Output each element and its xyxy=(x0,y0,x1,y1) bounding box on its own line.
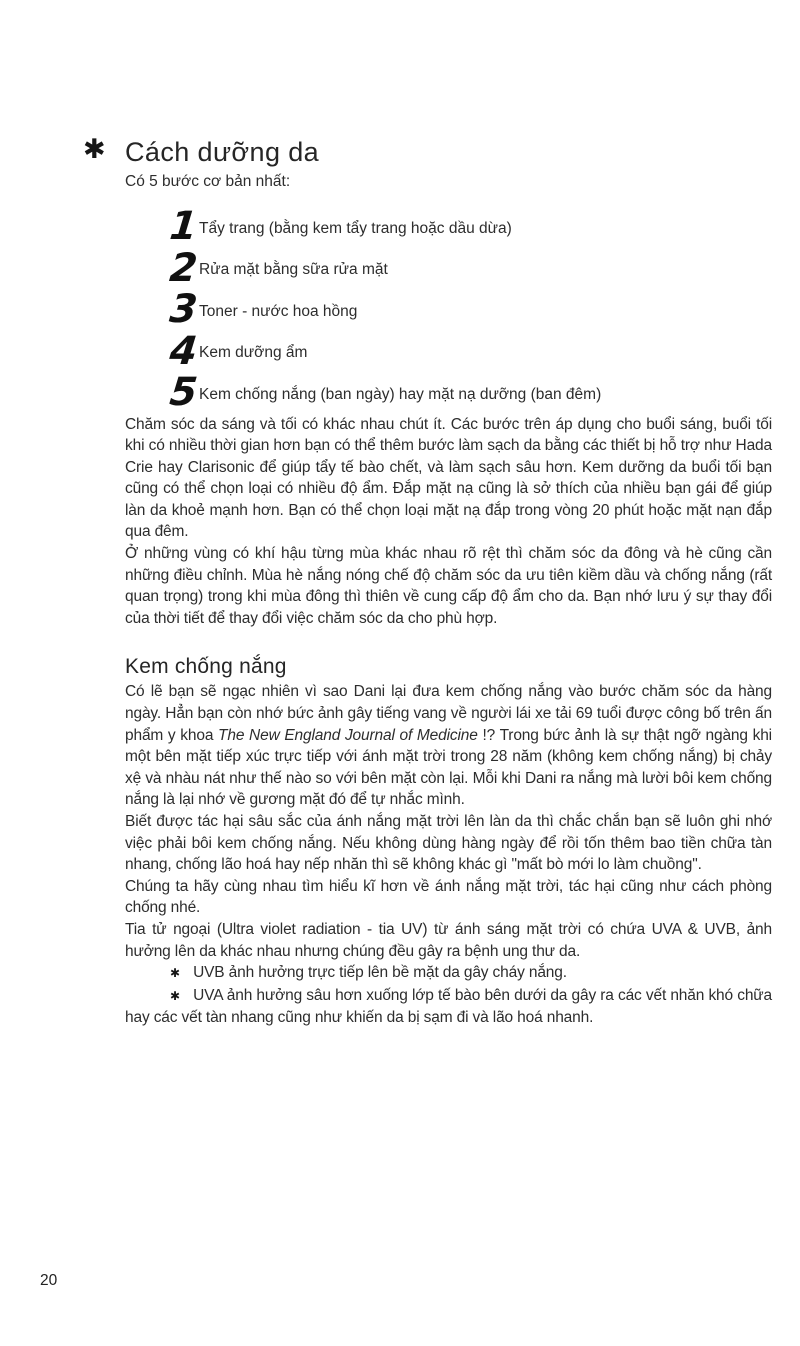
bullet-uva xyxy=(125,985,772,1029)
page-number: 20 xyxy=(40,1272,58,1289)
bullet-uvb xyxy=(125,962,772,985)
step-number: 5 xyxy=(167,370,200,416)
step-label: Kem chống nắng (ban ngày) hay mặt nạ dưỡng (ban đêm) xyxy=(199,385,602,403)
paragraph-sunscreen-story xyxy=(125,681,772,811)
step-number: 4 xyxy=(167,328,200,374)
paragraph-segment: Có lẽ bạn sẽ ngạc nhiên vì sao Dani lại đưa kem chống nắng vào bước chăm sóc da hàng ngày. Hẳn bạn còn nhớ bức ảnh gây tiếng vang về người lái xe tải 69 tuổi được công bố trên ấn phẩm y khoa xyxy=(125,683,772,744)
section-subtitle: Có 5 bước cơ bản nhất: xyxy=(125,173,291,190)
step-number: 2 xyxy=(167,245,200,291)
section-title-skincare xyxy=(83,134,772,168)
steps-list xyxy=(167,204,772,416)
section-title-text: Cách dưỡng da xyxy=(125,137,320,167)
paragraph-sun-damage: Biết được tác hại sâu sắc của ánh nắng mặt trời lên làn da thì chắc chắn bạn sẽ luôn ghi nhớ việc phải bôi kem chống nắng. Nếu không dùng hàng ngày để rồi tốn thêm bao tiền chữa tàn nhang, chống lão hoá hay nếp nhăn thì sẽ không khác gì "mất bò mới lo làm chuồng". xyxy=(125,813,772,874)
step-item-4 xyxy=(167,328,772,374)
step-number: 1 xyxy=(167,204,200,250)
step-label: Tẩy trang (bằng kem tẩy trang hoặc dầu dừa) xyxy=(199,219,512,237)
step-item-5 xyxy=(167,370,772,416)
bullet-star-icon: ✱ xyxy=(170,988,180,1003)
step-number: 3 xyxy=(167,287,200,333)
step-item-3 xyxy=(167,287,772,333)
step-item-2 xyxy=(167,245,772,291)
paragraph-daily-routine: Chăm sóc da sáng và tối có khác nhau chút ít. Các bước trên áp dụng cho buổi sáng, buổi tối khi có nhiều thời gian hơn bạn có thể thêm bước làm sạch da bằng các thiết bị hỗ trợ như Hada Crie hay Clarisonic để giúp tẩy tế bào chết, và làm sạch sâu hơn. Kem dưỡng da buổi tối bạn cũng có thể chọn loại có nhiều độ ẩm. Đắp mặt nạ cũng là sở thích của nhiều bạn gái để giúp làn da khoẻ mạnh hơn. Bạn có thể chọn loại mặt nạ đắp trong vòng 20 phút hoặc mặt nạn đắp qua đêm. xyxy=(125,415,772,541)
step-label: Kem dưỡng ẩm xyxy=(199,344,308,362)
bullet-text: UVB ảnh hưởng trực tiếp lên bề mặt da gây cháy nắng. xyxy=(193,964,567,982)
journal-title: The New England Journal of Medicine xyxy=(218,726,478,744)
section-title-sunscreen: Kem chống nắng xyxy=(125,655,287,679)
star-icon: ✱ xyxy=(83,134,107,164)
bullet-text: UVA ảnh hưởng sâu hơn xuống lớp tế bào bên dưới da gây ra các vết nhăn khó chữa hay các vết tàn nhang cũng như khiến da bị sạm đi và lão hoá nhanh. xyxy=(125,986,772,1027)
bullet-star-icon: ✱ xyxy=(170,966,180,981)
paragraph-seasonal-care: Ở những vùng có khí hậu từng mùa khác nhau rõ rệt thì chăm sóc da đông và hè cũng cần những điều chỉnh. Mùa hè nắng nóng chế độ chăm sóc da ưu tiên kiềm dầu và chống nắng (rất quan trọng) trong khi mùa đông thì thiên về cung cấp độ ẩm cho da. Bạn nhớ lưu ý sự thay đổi của thời tiết để thay đổi việc chăm sóc da cho phù hợp. xyxy=(125,545,772,627)
paragraph-uv-rays: Tia tử ngoại (Ultra violet radiation - tia UV) từ ánh sáng mặt trời có chứa UVA & UVB, ảnh hưởng lên da khác nhau nhưng chúng đều gây ra bệnh ung thư da. xyxy=(125,920,772,960)
step-label: Toner - nước hoa hồng xyxy=(199,302,358,320)
step-label: Rửa mặt bằng sữa rửa mặt xyxy=(199,261,388,279)
paragraph-learn-more: Chúng ta hãy cùng nhau tìm hiểu kĩ hơn về ánh nắng mặt trời, tác hại cũng như cách phòng chống nhé. xyxy=(125,877,772,917)
paragraph-segment: !? Trong bức ảnh là sự thật ngỡ ngàng khi một bên mặt tiếp xúc trực tiếp với ánh mặt trời trong 28 năm (không kem chống nắng) bị chảy xệ và nhàu nát như thế nào so với bên mặt còn lại. Mỗi khi Dani ra nắng mà lười bôi kem chống nắng là lại nhớ về gương mặt đó để tự nhắc mình. xyxy=(125,726,772,809)
step-item-1 xyxy=(167,204,772,250)
